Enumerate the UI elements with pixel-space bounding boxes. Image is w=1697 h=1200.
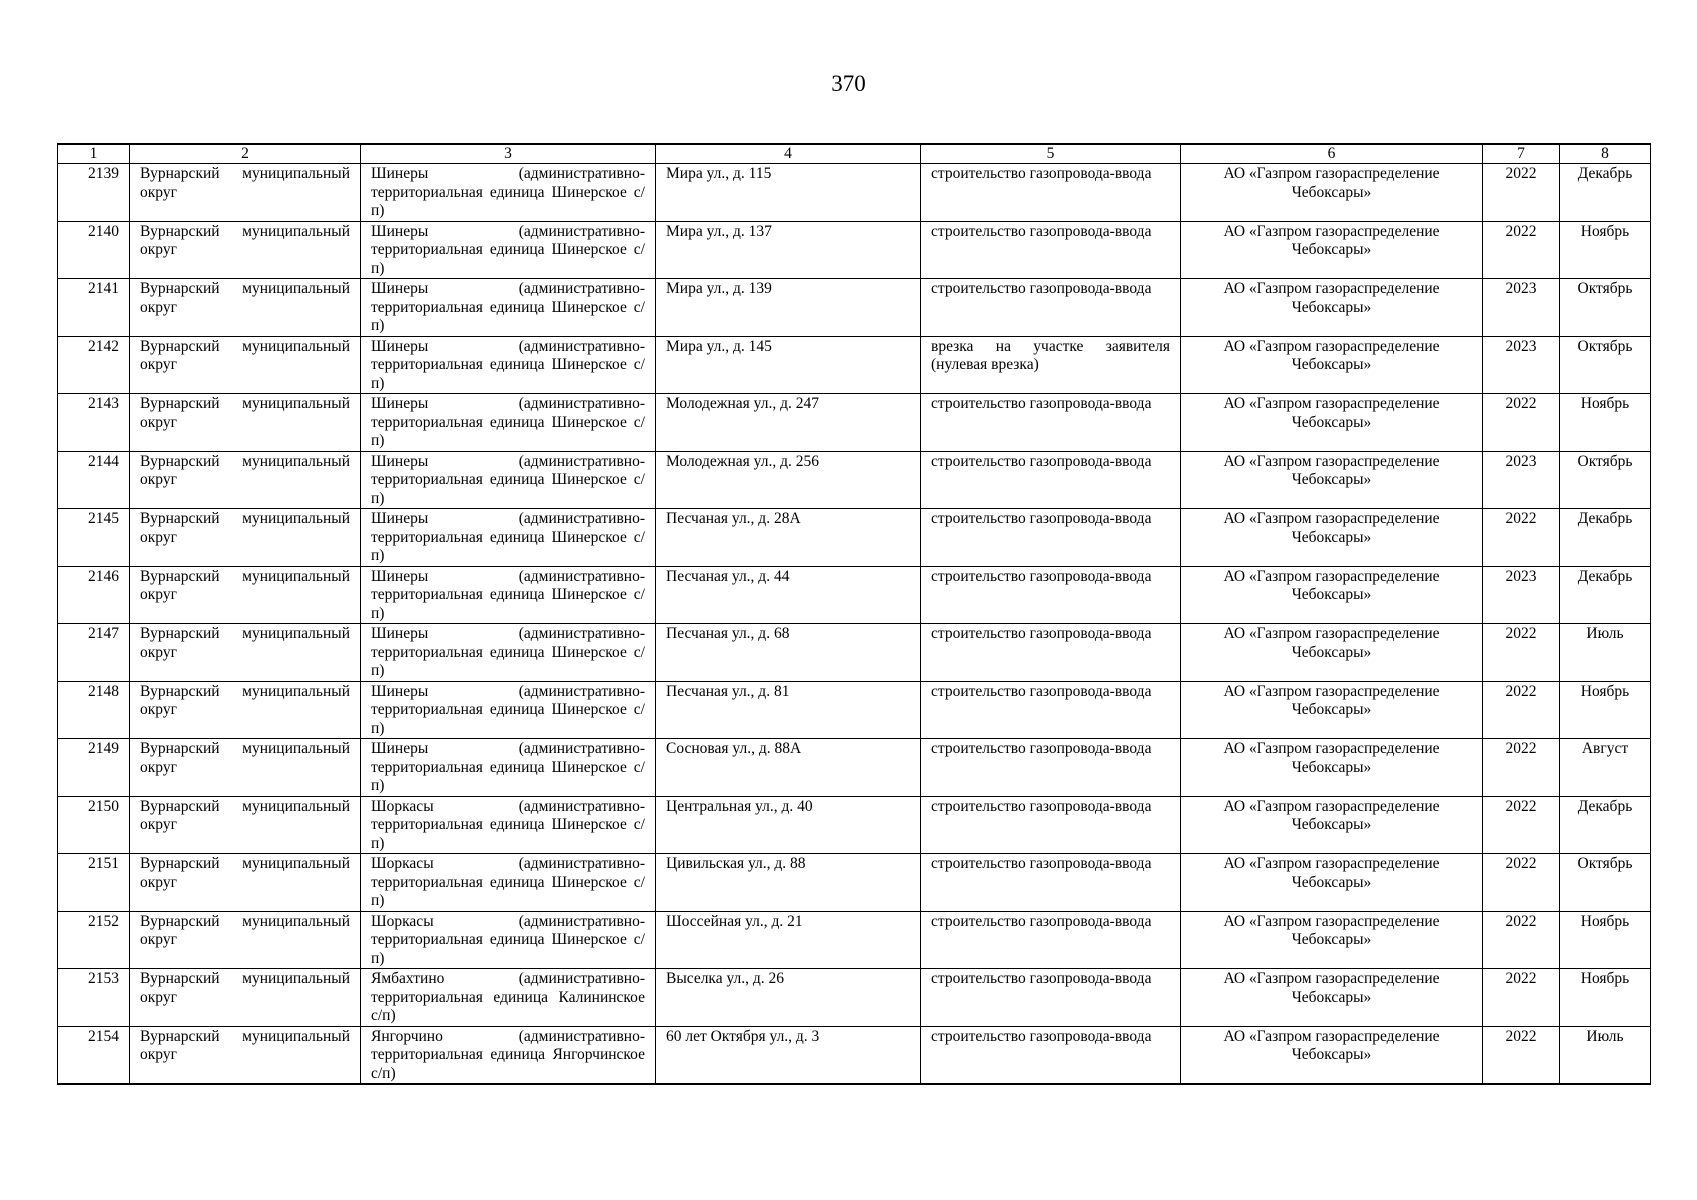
year-cell: 2022 xyxy=(1483,681,1560,739)
address-cell: Песчаная ул., д. 44 xyxy=(656,566,921,624)
address-cell: Центральная ул., д. 40 xyxy=(656,796,921,854)
address-cell: Песчаная ул., д. 28А xyxy=(656,509,921,567)
address-cell: Песчаная ул., д. 81 xyxy=(656,681,921,739)
year-cell: 2022 xyxy=(1483,969,1560,1027)
month-cell: Июль xyxy=(1560,1026,1651,1084)
locality-cell: Шинеры (административно-территориальная единица Шинерское с/п) xyxy=(361,566,656,624)
column-header: 4 xyxy=(656,144,921,164)
table-row xyxy=(58,279,1651,337)
month-cell: Декабрь xyxy=(1560,796,1651,854)
table-row xyxy=(58,394,1651,452)
table-row xyxy=(58,509,1651,567)
table-row xyxy=(58,854,1651,912)
work-type-cell: строительство газопровода-ввода xyxy=(921,279,1181,337)
address-cell: Мира ул., д. 139 xyxy=(656,279,921,337)
table-row xyxy=(58,336,1651,394)
locality-cell: Шинеры (административно-территориальная единица Шинерское с/п) xyxy=(361,221,656,279)
row-number: 2141 xyxy=(58,279,130,337)
column-header: 6 xyxy=(1181,144,1483,164)
month-cell: Август xyxy=(1560,739,1651,797)
municipality-cell: Вурнарский муниципальный округ xyxy=(130,451,361,509)
organization-cell: АО «Газпром газораспределение Чебоксары» xyxy=(1181,854,1483,912)
work-type-cell: строительство газопровода-ввода xyxy=(921,969,1181,1027)
address-cell: 60 лет Октября ул., д. 3 xyxy=(656,1026,921,1084)
address-cell: Сосновая ул., д. 88А xyxy=(656,739,921,797)
row-number: 2148 xyxy=(58,681,130,739)
month-cell: Октябрь xyxy=(1560,451,1651,509)
locality-cell: Шоркасы (административно-территориальная единица Шинерское с/п) xyxy=(361,911,656,969)
month-cell: Ноябрь xyxy=(1560,394,1651,452)
column-header: 8 xyxy=(1560,144,1651,164)
month-cell: Декабрь xyxy=(1560,509,1651,567)
month-cell: Октябрь xyxy=(1560,279,1651,337)
table-row xyxy=(58,164,1651,222)
row-number: 2154 xyxy=(58,1026,130,1084)
month-cell: Ноябрь xyxy=(1560,911,1651,969)
work-type-cell: строительство газопровода-ввода xyxy=(921,681,1181,739)
locality-cell: Шоркасы (административно-территориальная единица Шинерское с/п) xyxy=(361,854,656,912)
row-number: 2140 xyxy=(58,221,130,279)
table-row xyxy=(58,796,1651,854)
table-row xyxy=(58,739,1651,797)
row-number: 2145 xyxy=(58,509,130,567)
month-cell: Декабрь xyxy=(1560,164,1651,222)
year-cell: 2022 xyxy=(1483,854,1560,912)
municipality-cell: Вурнарский муниципальный округ xyxy=(130,509,361,567)
municipality-cell: Вурнарский муниципальный округ xyxy=(130,221,361,279)
locality-cell: Шоркасы (административно-территориальная единица Шинерское с/п) xyxy=(361,796,656,854)
year-cell: 2023 xyxy=(1483,451,1560,509)
address-cell: Мира ул., д. 137 xyxy=(656,221,921,279)
address-cell: Молодежная ул., д. 247 xyxy=(656,394,921,452)
organization-cell: АО «Газпром газораспределение Чебоксары» xyxy=(1181,394,1483,452)
column-header: 5 xyxy=(921,144,1181,164)
work-type-cell: строительство газопровода-ввода xyxy=(921,509,1181,567)
locality-cell: Шинеры (административно-территориальная единица Шинерское с/п) xyxy=(361,624,656,682)
organization-cell: АО «Газпром газораспределение Чебоксары» xyxy=(1181,221,1483,279)
work-type-cell: врезка на участке заявителя (нулевая врезка) xyxy=(921,336,1181,394)
locality-cell: Шинеры (административно-территориальная единица Шинерское с/п) xyxy=(361,739,656,797)
month-cell: Июль xyxy=(1560,624,1651,682)
column-header: 2 xyxy=(130,144,361,164)
month-cell: Ноябрь xyxy=(1560,681,1651,739)
locality-cell: Шинеры (административно-территориальная единица Шинерское с/п) xyxy=(361,451,656,509)
row-number: 2150 xyxy=(58,796,130,854)
table-row xyxy=(58,911,1651,969)
work-type-cell: строительство газопровода-ввода xyxy=(921,739,1181,797)
row-number: 2143 xyxy=(58,394,130,452)
address-cell: Цивильская ул., д. 88 xyxy=(656,854,921,912)
row-number: 2152 xyxy=(58,911,130,969)
municipality-cell: Вурнарский муниципальный округ xyxy=(130,681,361,739)
page-number: 370 xyxy=(831,71,866,96)
organization-cell: АО «Газпром газораспределение Чебоксары» xyxy=(1181,911,1483,969)
month-cell: Декабрь xyxy=(1560,566,1651,624)
municipality-cell: Вурнарский муниципальный округ xyxy=(130,164,361,222)
municipality-cell: Вурнарский муниципальный округ xyxy=(130,969,361,1027)
row-number: 2144 xyxy=(58,451,130,509)
year-cell: 2022 xyxy=(1483,509,1560,567)
row-number: 2146 xyxy=(58,566,130,624)
organization-cell: АО «Газпром газораспределение Чебоксары» xyxy=(1181,796,1483,854)
year-cell: 2022 xyxy=(1483,911,1560,969)
row-number: 2147 xyxy=(58,624,130,682)
table-row xyxy=(58,681,1651,739)
organization-cell: АО «Газпром газораспределение Чебоксары» xyxy=(1181,336,1483,394)
table-row xyxy=(58,221,1651,279)
organization-cell: АО «Газпром газораспределение Чебоксары» xyxy=(1181,451,1483,509)
organization-cell: АО «Газпром газораспределение Чебоксары» xyxy=(1181,164,1483,222)
locality-cell: Шинеры (административно-территориальная единица Шинерское с/п) xyxy=(361,279,656,337)
work-type-cell: строительство газопровода-ввода xyxy=(921,911,1181,969)
row-number: 2149 xyxy=(58,739,130,797)
work-type-cell: строительство газопровода-ввода xyxy=(921,164,1181,222)
address-cell: Мира ул., д. 145 xyxy=(656,336,921,394)
organization-cell: АО «Газпром газораспределение Чебоксары» xyxy=(1181,279,1483,337)
municipality-cell: Вурнарский муниципальный округ xyxy=(130,796,361,854)
row-number: 2142 xyxy=(58,336,130,394)
gas-connection-table xyxy=(57,143,1651,1085)
year-cell: 2022 xyxy=(1483,796,1560,854)
locality-cell: Шинеры (административно-территориальная единица Шинерское с/п) xyxy=(361,336,656,394)
organization-cell: АО «Газпром газораспределение Чебоксары» xyxy=(1181,624,1483,682)
work-type-cell: строительство газопровода-ввода xyxy=(921,624,1181,682)
municipality-cell: Вурнарский муниципальный округ xyxy=(130,394,361,452)
locality-cell: Шинеры (административно-территориальная единица Шинерское с/п) xyxy=(361,394,656,452)
month-cell: Октябрь xyxy=(1560,854,1651,912)
table-row xyxy=(58,624,1651,682)
column-number-row xyxy=(58,144,1651,164)
locality-cell: Шинеры (административно-территориальная единица Шинерское с/п) xyxy=(361,164,656,222)
address-cell: Шоссейная ул., д. 21 xyxy=(656,911,921,969)
organization-cell: АО «Газпром газораспределение Чебоксары» xyxy=(1181,566,1483,624)
work-type-cell: строительство газопровода-ввода xyxy=(921,221,1181,279)
municipality-cell: Вурнарский муниципальный округ xyxy=(130,279,361,337)
table-row xyxy=(58,969,1651,1027)
organization-cell: АО «Газпром газораспределение Чебоксары» xyxy=(1181,509,1483,567)
address-cell: Мира ул., д. 115 xyxy=(656,164,921,222)
column-header: 1 xyxy=(58,144,130,164)
municipality-cell: Вурнарский муниципальный округ xyxy=(130,566,361,624)
table-row xyxy=(58,1026,1651,1084)
year-cell: 2022 xyxy=(1483,1026,1560,1084)
work-type-cell: строительство газопровода-ввода xyxy=(921,566,1181,624)
work-type-cell: строительство газопровода-ввода xyxy=(921,394,1181,452)
year-cell: 2023 xyxy=(1483,566,1560,624)
organization-cell: АО «Газпром газораспределение Чебоксары» xyxy=(1181,969,1483,1027)
row-number: 2153 xyxy=(58,969,130,1027)
locality-cell: Шинеры (административно-территориальная единица Шинерское с/п) xyxy=(361,509,656,567)
municipality-cell: Вурнарский муниципальный округ xyxy=(130,336,361,394)
year-cell: 2022 xyxy=(1483,164,1560,222)
table-row xyxy=(58,566,1651,624)
year-cell: 2022 xyxy=(1483,739,1560,797)
month-cell: Октябрь xyxy=(1560,336,1651,394)
year-cell: 2023 xyxy=(1483,279,1560,337)
organization-cell: АО «Газпром газораспределение Чебоксары» xyxy=(1181,1026,1483,1084)
address-cell: Молодежная ул., д. 256 xyxy=(656,451,921,509)
address-cell: Выселка ул., д. 26 xyxy=(656,969,921,1027)
row-number: 2151 xyxy=(58,854,130,912)
municipality-cell: Вурнарский муниципальный округ xyxy=(130,624,361,682)
column-header: 7 xyxy=(1483,144,1560,164)
organization-cell: АО «Газпром газораспределение Чебоксары» xyxy=(1181,739,1483,797)
work-type-cell: строительство газопровода-ввода xyxy=(921,1026,1181,1084)
work-type-cell: строительство газопровода-ввода xyxy=(921,451,1181,509)
municipality-cell: Вурнарский муниципальный округ xyxy=(130,854,361,912)
municipality-cell: Вурнарский муниципальный округ xyxy=(130,1026,361,1084)
work-type-cell: строительство газопровода-ввода xyxy=(921,854,1181,912)
locality-cell: Янгорчино (административно-территориальная единица Янгорчинское с/п) xyxy=(361,1026,656,1084)
column-header: 3 xyxy=(361,144,656,164)
month-cell: Ноябрь xyxy=(1560,221,1651,279)
year-cell: 2022 xyxy=(1483,394,1560,452)
address-cell: Песчаная ул., д. 68 xyxy=(656,624,921,682)
locality-cell: Ямбахтино (административно-территориальная единица Калининское с/п) xyxy=(361,969,656,1027)
month-cell: Ноябрь xyxy=(1560,969,1651,1027)
organization-cell: АО «Газпром газораспределение Чебоксары» xyxy=(1181,681,1483,739)
municipality-cell: Вурнарский муниципальный округ xyxy=(130,739,361,797)
year-cell: 2022 xyxy=(1483,624,1560,682)
locality-cell: Шинеры (административно-территориальная единица Шинерское с/п) xyxy=(361,681,656,739)
municipality-cell: Вурнарский муниципальный округ xyxy=(130,911,361,969)
work-type-cell: строительство газопровода-ввода xyxy=(921,796,1181,854)
year-cell: 2023 xyxy=(1483,336,1560,394)
table-row xyxy=(58,451,1651,509)
row-number: 2139 xyxy=(58,164,130,222)
year-cell: 2022 xyxy=(1483,221,1560,279)
